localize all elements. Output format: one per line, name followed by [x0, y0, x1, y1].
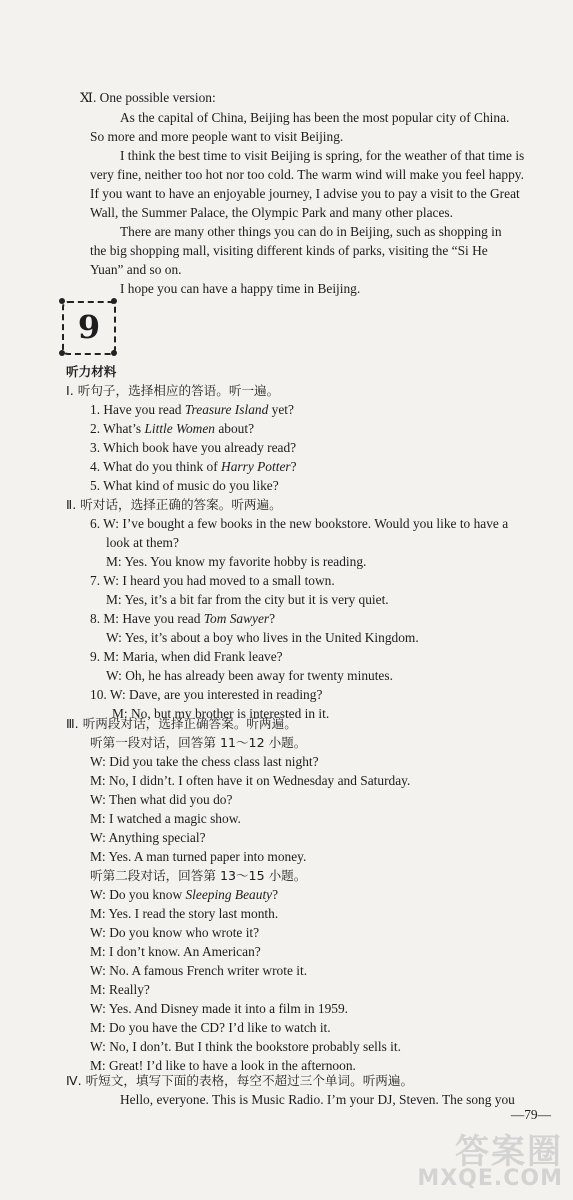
line-text-tail: ?: [269, 611, 276, 626]
text-line: [90, 980, 150, 999]
text-line: [90, 1037, 401, 1056]
badge-corner-dot: [59, 298, 65, 304]
line-text: 5. What kind of music do you like?: [90, 478, 279, 493]
badge-corner-dot: [111, 350, 117, 356]
essay-line: the big shopping mall, visiting different kinds of parks, visiting the “Si He: [90, 243, 488, 258]
text-line: [90, 866, 306, 885]
site-watermark: [417, 1120, 567, 1192]
text-line: [90, 847, 306, 866]
line-text: 9. M: Maria, when did Frank leave?: [90, 649, 283, 664]
line-text-tail: about?: [215, 421, 255, 436]
line-text: 听第二段对话，回答第 13～15 小题。: [90, 868, 307, 883]
line-text: 8. M: Have you read: [90, 611, 204, 626]
essay-line: I think the best time to visit Beijing is spring, for the weather of that time is: [120, 148, 525, 163]
passage-line: Hello, everyone. This is Music Radio. I’m your DJ, Steven. The song you: [120, 1092, 515, 1107]
text-line: [90, 457, 297, 476]
line-text: W: No, I don’t. But I think the bookstore probably sells it.: [90, 1039, 401, 1054]
text-line: [106, 666, 393, 685]
line-text: 3. Which book have you already read?: [90, 440, 297, 455]
line-text: W: Then what did you do?: [90, 792, 233, 807]
line-text: 7. W: I heard you had moved to a small town.: [90, 573, 335, 588]
line-text-tail: ?: [272, 887, 279, 902]
essay-line: There are many other things you can do in Beijing, such as shopping in: [120, 224, 502, 239]
line-text: M: I watched a magic show.: [90, 811, 241, 826]
section-xi-heading: Ⅺ. One possible version:: [80, 90, 216, 105]
line-text-tail: ?: [290, 459, 297, 474]
text-line: [90, 647, 283, 666]
essay-line: If you want to have an enjoyable journey, I advise you to pay a visit to the Great: [90, 186, 520, 201]
line-text: 10. W: Dave, are you interested in reading?: [90, 687, 323, 702]
line-text: W: Anything special?: [90, 830, 206, 845]
line-text: M: No, but my brother is interested in it.: [112, 706, 330, 721]
title-italic: Harry Potter: [221, 459, 291, 474]
line-text: W: Oh, he has already been away for twenty minutes.: [106, 668, 393, 683]
section-4-heading: Ⅳ. 听短文，填写下面的表格，每空不超过三个单词。听两遍。: [66, 1073, 414, 1088]
text-line: [90, 400, 294, 419]
text-line: [90, 1018, 331, 1037]
line-text: M: Yes, it’s a bit far from the city but it is very quiet.: [106, 592, 389, 607]
line-text: M: Yes. A man turned paper into money.: [90, 849, 307, 864]
text-line: [90, 752, 319, 771]
line-text: M: Yes. I read the story last month.: [90, 906, 279, 921]
text-line: [90, 514, 508, 533]
text-line: [90, 790, 232, 809]
essay-line: very fine, neither too hot nor too cold. The warm wind will make you feel happy.: [90, 167, 524, 182]
text-line: [90, 476, 279, 495]
essay-line: Yuan” and so on.: [90, 262, 182, 277]
line-text: 听第一段对话，回答第 11～12 小题。: [90, 735, 307, 750]
title-italic: Little Women: [144, 421, 215, 436]
section-1-heading: Ⅰ. 听句子，选择相应的答语。听一遍。: [66, 383, 280, 398]
text-line: [90, 999, 348, 1018]
essay-line: As the capital of China, Beijing has been the most popular city of China.: [120, 110, 510, 125]
line-text: look at them?: [106, 535, 179, 550]
text-line: [90, 771, 410, 790]
line-text: 2. What’s: [90, 421, 145, 436]
line-text: M: No, I didn’t. I often have it on Wednesday and Saturday.: [90, 773, 411, 788]
line-text: 1. Have you read: [90, 402, 185, 417]
line-text: M: Great! I’d like to have a look in the afternoon.: [90, 1058, 356, 1073]
watermark-logo-text: 答案圈: [455, 1132, 563, 1172]
line-text: W: Do you know who wrote it?: [90, 925, 260, 940]
section-2-heading: Ⅱ. 听对话，选择正确的答案。听两遍。: [66, 497, 282, 512]
line-text: 4. What do you think of: [90, 459, 222, 474]
essay-line: I hope you can have a happy time in Beijing.: [120, 281, 361, 296]
line-text-tail: yet?: [268, 402, 294, 417]
badge-corner-dot: [111, 298, 117, 304]
watermark-url: MXQE.COM: [417, 1166, 563, 1191]
title-italic: Sleeping Beauty: [185, 887, 273, 902]
text-line: [90, 733, 306, 752]
listening-title: 听力材料: [66, 364, 117, 379]
line-text: W: Yes. And Disney made it into a film in 1959.: [90, 1001, 349, 1016]
text-line: [90, 923, 259, 942]
badge-corner-dot: [59, 350, 65, 356]
page-number: —79—: [510, 1107, 551, 1122]
text-line: [90, 961, 307, 980]
text-line: [90, 904, 278, 923]
title-italic: Treasure Island: [184, 402, 269, 417]
essay-line: Wall, the Summer Palace, the Olympic Park and many other places.: [90, 205, 453, 220]
line-text: M: Really?: [90, 982, 150, 997]
line-text: W: No. A famous French writer wrote it.: [90, 963, 308, 978]
text-line: [90, 609, 275, 628]
text-line: [90, 571, 335, 590]
text-line: [106, 628, 419, 647]
unit-number: 9: [77, 308, 101, 346]
section-3-heading: Ⅲ. 听两段对话，选择正确答案。听两遍。: [66, 716, 297, 731]
line-text: M: Yes. You know my favorite hobby is reading.: [106, 554, 367, 569]
text-line: [90, 419, 254, 438]
text-line: [90, 809, 241, 828]
text-line: [106, 552, 366, 571]
text-line: [90, 942, 261, 961]
unit-number-badge: [62, 301, 116, 355]
text-line: [90, 885, 278, 904]
text-line: [90, 685, 322, 704]
text-line: [106, 533, 179, 552]
line-text: W: Did you take the chess class last night?: [90, 754, 319, 769]
line-text: W: Yes, it’s about a boy who lives in the United Kingdom.: [106, 630, 419, 645]
essay-line: So more and more people want to visit Beijing.: [90, 129, 344, 144]
line-text: M: I don’t know. An American?: [90, 944, 261, 959]
line-text: W: Do you know: [90, 887, 186, 902]
line-text: 6. W: I’ve bought a few books in the new bookstore. Would you like to have a: [90, 516, 509, 531]
text-line: [90, 438, 296, 457]
text-line: [90, 828, 206, 847]
text-line: [106, 590, 389, 609]
title-italic: Tom Sawyer: [203, 611, 270, 626]
line-text: M: Do you have the CD? I’d like to watch it.: [90, 1020, 331, 1035]
